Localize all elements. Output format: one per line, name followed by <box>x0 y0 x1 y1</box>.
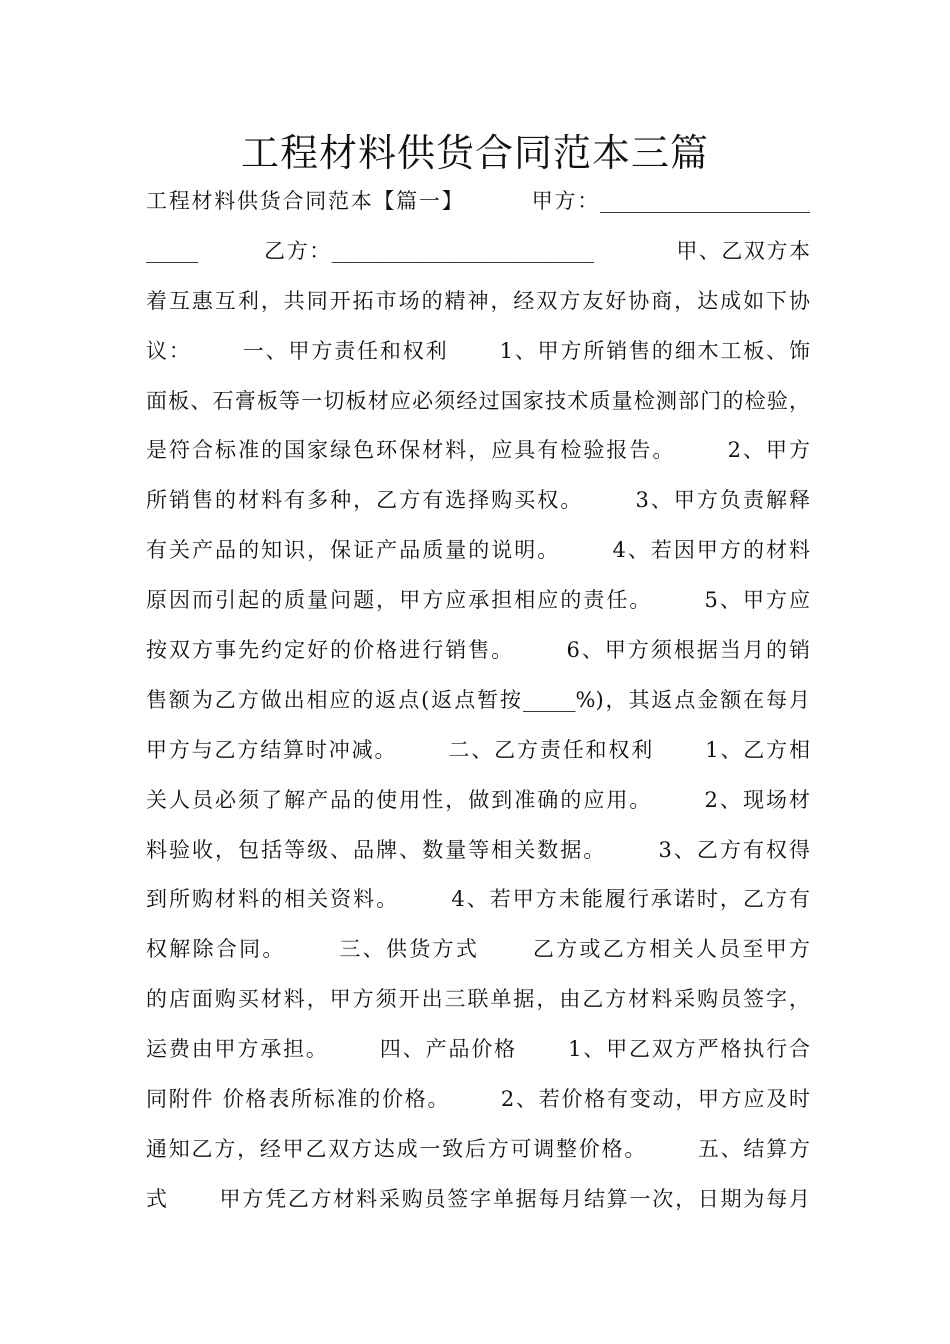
body-line: 所销售的材料有多种，乙方有选择购买权。 3、甲方负责解释 <box>146 488 810 513</box>
body-line: _____ 乙方：_________________________ 甲、乙双方本 <box>146 238 810 263</box>
document-body <box>146 182 810 1230</box>
body-line: 同附件 价格表所标准的价格。 2、若价格有变动，甲方应及时 <box>146 1087 810 1112</box>
body-line: 关人员必须了解产品的使用性，做到准确的应用。 2、现场材 <box>146 787 810 812</box>
body-line: 权解除合同。 三、供货方式 乙方或乙方相关人员至甲方 <box>146 937 810 962</box>
body-line: 工程材料供货合同范本【篇一】 甲方：____________________ <box>146 189 810 213</box>
body-line: 甲方与乙方结算时冲减。 二、乙方责任和权利 1、乙方相 <box>146 737 810 762</box>
body-line: 运费由甲方承担。 四、产品价格 1、甲乙双方严格执行合 <box>146 1037 810 1062</box>
document-title: 工程材料供货合同范本三篇 <box>240 131 709 175</box>
body-line: 售额为乙方做出相应的返点(返点暂按_____%)，其返点金额在每月 <box>146 687 810 712</box>
body-line: 到所购材料的相关资料。 4、若甲方未能履行承诺时，乙方有 <box>146 887 810 912</box>
body-line: 料验收，包括等级、品牌、数量等相关数据。 3、乙方有权得 <box>146 837 810 862</box>
body-line: 是符合标准的国家绿色环保材料，应具有检验报告。 2、甲方 <box>146 438 810 463</box>
body-line: 原因而引起的质量问题，甲方应承担相应的责任。 5、甲方应 <box>146 588 810 613</box>
body-line: 式 甲方凭乙方材料采购员签字单据每月结算一次，日期为每月 <box>146 1186 810 1211</box>
body-line: 议： 一、甲方责任和权利 1、甲方所销售的细木工板、饰 <box>146 338 810 363</box>
body-line: 的店面购买材料，甲方须开出三联单据，由乙方材料采购员签字， <box>146 987 810 1012</box>
body-line: 有关产品的知识，保证产品质量的说明。 4、若因甲方的材料 <box>146 538 810 563</box>
body-line: 通知乙方，经甲乙双方达成一致后方可调整价格。 五、结算方 <box>146 1136 810 1161</box>
body-line: 按双方事先约定好的价格进行销售。 6、甲方须根据当月的销 <box>146 638 810 663</box>
body-line: 着互惠互利，共同开拓市场的精神，经双方友好协商，达成如下协 <box>146 288 810 313</box>
body-line: 面板、石膏板等一切板材应必须经过国家技术质量检测部门的检验， <box>146 388 810 413</box>
